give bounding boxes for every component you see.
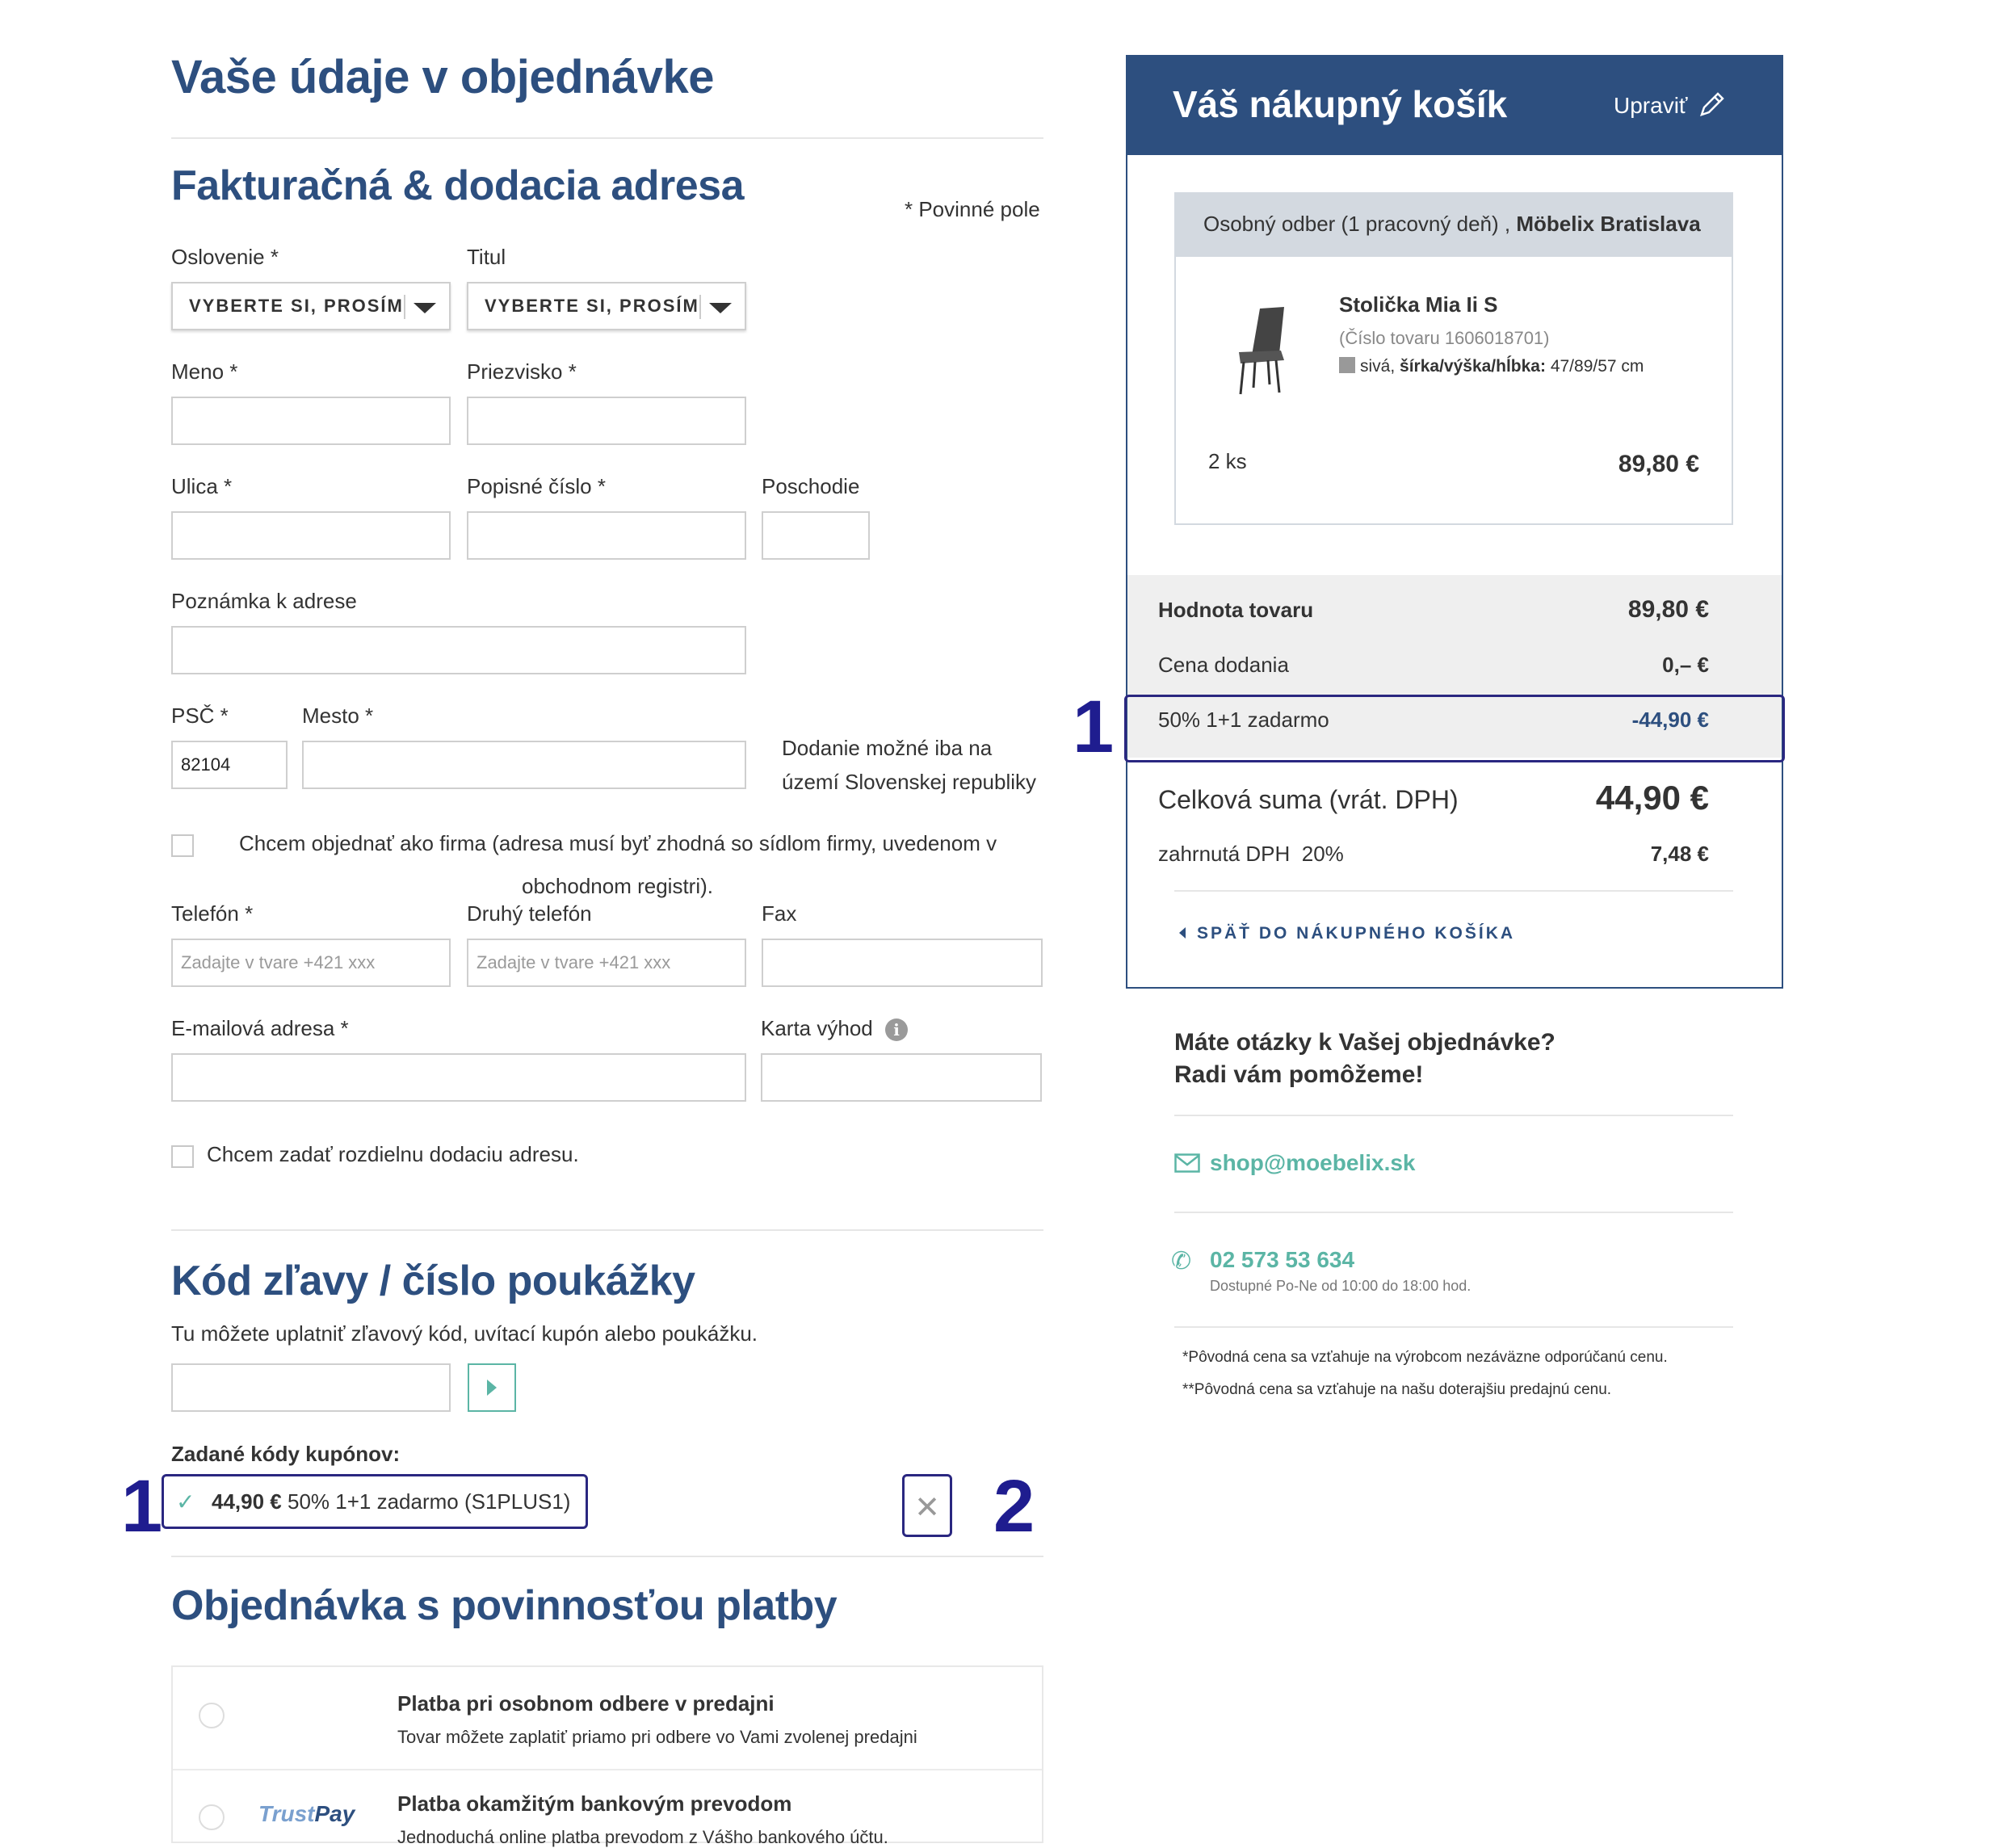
title-select[interactable] [467, 282, 746, 330]
divider [1174, 1115, 1733, 1116]
page-title: Vaše údaje v objednávke [171, 51, 714, 103]
entered-coupons-label: Zadané kódy kupónov: [171, 1442, 401, 1466]
street-label: Ulica * [171, 474, 233, 498]
divider [1174, 1326, 1733, 1328]
annotation-number-1: 1 [1073, 686, 1115, 768]
chair-image [1228, 304, 1294, 397]
discount-section-title: Kód zľavy / číslo poukážky [171, 1258, 695, 1304]
coupon-amount: 44,90 € [212, 1489, 282, 1514]
first-name-label: Meno * [171, 359, 238, 384]
apply-coupon-button[interactable] [468, 1363, 516, 1412]
pickup-text: Osobný odber (1 pracovný deň) , Möbelix Bratislava [1203, 212, 1701, 236]
phone-input[interactable] [171, 939, 451, 987]
product-name[interactable]: Stolička Mia Ii S [1339, 292, 1498, 317]
product-quantity: 2 ks [1208, 449, 1247, 473]
payment-option-desc: Tovar môžete zaplatiť priamo pri odbere vo Vami zvolenej predajni [397, 1727, 917, 1747]
help-email-link[interactable]: shop@moebelix.sk [1210, 1150, 1416, 1175]
salutation-label: Oslovenie * [171, 245, 279, 269]
fax-label: Fax [762, 901, 797, 926]
product-price: 89,80 € [1618, 451, 1699, 477]
help-hours: Dostupné Po-Ne od 10:00 do 18:00 hod. [1210, 1278, 1472, 1294]
company-checkbox-label-2: obchodnom registri). [522, 874, 713, 898]
delivery-note-line1: Dodanie možné iba na [782, 736, 993, 760]
delivery-note-line2: území Slovenskej republiky [782, 770, 1037, 794]
phone2-input[interactable] [467, 939, 746, 987]
cart-edit-link[interactable] [1614, 90, 1726, 119]
pickup-store: Möbelix Bratislava [1516, 212, 1701, 236]
email-input[interactable] [171, 1053, 746, 1102]
phone2-label: Druhý telefón [467, 901, 592, 926]
floor-input[interactable] [762, 511, 870, 560]
first-name-input[interactable] [171, 397, 451, 445]
floor-label: Poschodie [762, 474, 860, 498]
last-name-label: Priezvisko * [467, 359, 577, 384]
help-title-2: Radi vám pomôžeme! [1174, 1061, 1424, 1088]
city-label: Mesto * [302, 704, 374, 728]
cart-product-card [1174, 257, 1733, 525]
zip-input[interactable] [171, 741, 288, 789]
payment-option-store[interactable] [173, 1667, 1042, 1770]
divider [1174, 890, 1733, 892]
cart-edit-label: Upraviť [1614, 93, 1688, 118]
annotation-number-2: 2 [993, 1465, 1035, 1548]
product-article: (Číslo tovaru 1606018701) [1339, 328, 1550, 348]
divider [171, 137, 1043, 139]
divider [171, 1229, 1043, 1231]
close-icon: ✕ [914, 1491, 940, 1525]
payment-option-title: Platba okamžitým bankovým prevodom [397, 1791, 792, 1816]
payment-option-title: Platba pri osobnom odbere v predajni [397, 1691, 775, 1716]
address-note-input[interactable] [171, 626, 746, 674]
house-number-label: Popisné číslo * [467, 474, 606, 498]
cart-header [1126, 55, 1783, 155]
cart-title: Váš nákupný košík [1173, 83, 1508, 125]
payment-section-title: Objednávka s povinnosťou platby [171, 1582, 838, 1629]
chevron-down-icon [709, 303, 732, 313]
required-note: * Povinné pole [905, 197, 1040, 221]
pickup-bar [1174, 192, 1733, 257]
back-to-cart-link[interactable]: SPÄŤ DO NÁKUPNÉHO KOŠÍKA [1179, 924, 1515, 943]
coupon-code-input[interactable] [171, 1363, 451, 1412]
city-input[interactable] [302, 741, 746, 789]
divider [1174, 1212, 1733, 1213]
fax-input[interactable] [762, 939, 1043, 987]
card-input[interactable] [761, 1053, 1042, 1102]
chevron-left-icon [1179, 927, 1186, 939]
zip-label: PSČ * [171, 704, 229, 728]
mail-icon [1174, 1153, 1200, 1173]
remove-coupon-button[interactable] [902, 1474, 952, 1537]
address-note-label: Poznámka k adrese [171, 589, 357, 613]
house-number-input[interactable] [467, 511, 746, 560]
company-checkbox[interactable] [171, 834, 194, 857]
card-label: Karta výhod [761, 1016, 873, 1040]
annotation-number-1: 1 [121, 1465, 163, 1548]
divider [171, 1556, 1043, 1557]
chevron-down-icon [414, 303, 436, 313]
payment-option-desc: Jednoduchá online platba prevodom z Vášho bankového účtu. [397, 1827, 888, 1847]
phone-label: Telefón * [171, 901, 254, 926]
different-address-checkbox[interactable] [171, 1145, 194, 1168]
play-arrow-icon [487, 1380, 497, 1396]
street-input[interactable] [171, 511, 451, 560]
salutation-value: VYBERTE SI, PROSÍM [189, 296, 404, 316]
address-section-title: Fakturačná & dodacia adresa [171, 162, 745, 209]
payment-radio[interactable] [199, 1703, 225, 1728]
company-checkbox-label-1: Chcem objednať ako firma (adresa musí byť zhodná so sídlom firmy, uvedenom v [239, 831, 997, 855]
coupon-text: 50% 1+1 zadarmo (S1PLUS1) [287, 1489, 571, 1514]
phone-icon: ✆ [1171, 1248, 1192, 1275]
select-separator [404, 295, 405, 319]
check-icon: ✓ [176, 1489, 195, 1514]
different-address-label: Chcem zadať rozdielnu dodaciu adresu. [207, 1142, 579, 1166]
salutation-select[interactable] [171, 282, 451, 330]
title-value: VYBERTE SI, PROSÍM [485, 296, 699, 316]
help-phone-link[interactable]: 02 573 53 634 [1210, 1247, 1355, 1272]
footnote-2: **Pôvodná cena sa vzťahuje na našu doterajšiu predajnú cenu. [1182, 1381, 1612, 1398]
payment-radio[interactable] [199, 1804, 225, 1830]
product-attributes: sivá, šírka/výška/hĺbka: 47/89/57 cm [1339, 357, 1644, 376]
trustpay-logo: TrustPay [258, 1801, 355, 1826]
payment-option-trustpay[interactable] [173, 1769, 1042, 1845]
payment-options-list [171, 1665, 1043, 1847]
last-name-input[interactable] [467, 397, 746, 445]
color-swatch [1339, 357, 1355, 373]
info-icon[interactable]: i [885, 1018, 908, 1041]
help-title-1: Máte otázky k Vašej objednávke? [1174, 1029, 1555, 1056]
footnote-1: *Pôvodná cena sa vzťahuje na výrobcom nezáväzne odporúčanú cenu. [1182, 1349, 1668, 1366]
discount-description: Tu môžete uplatniť zľavový kód, uvítací kupón alebo poukážku. [171, 1321, 758, 1346]
select-separator [699, 295, 701, 319]
pencil-icon [1698, 90, 1726, 118]
applied-coupon [212, 1489, 570, 1514]
email-label: E-mailová adresa * [171, 1016, 349, 1040]
title-label: Titul [467, 245, 506, 269]
